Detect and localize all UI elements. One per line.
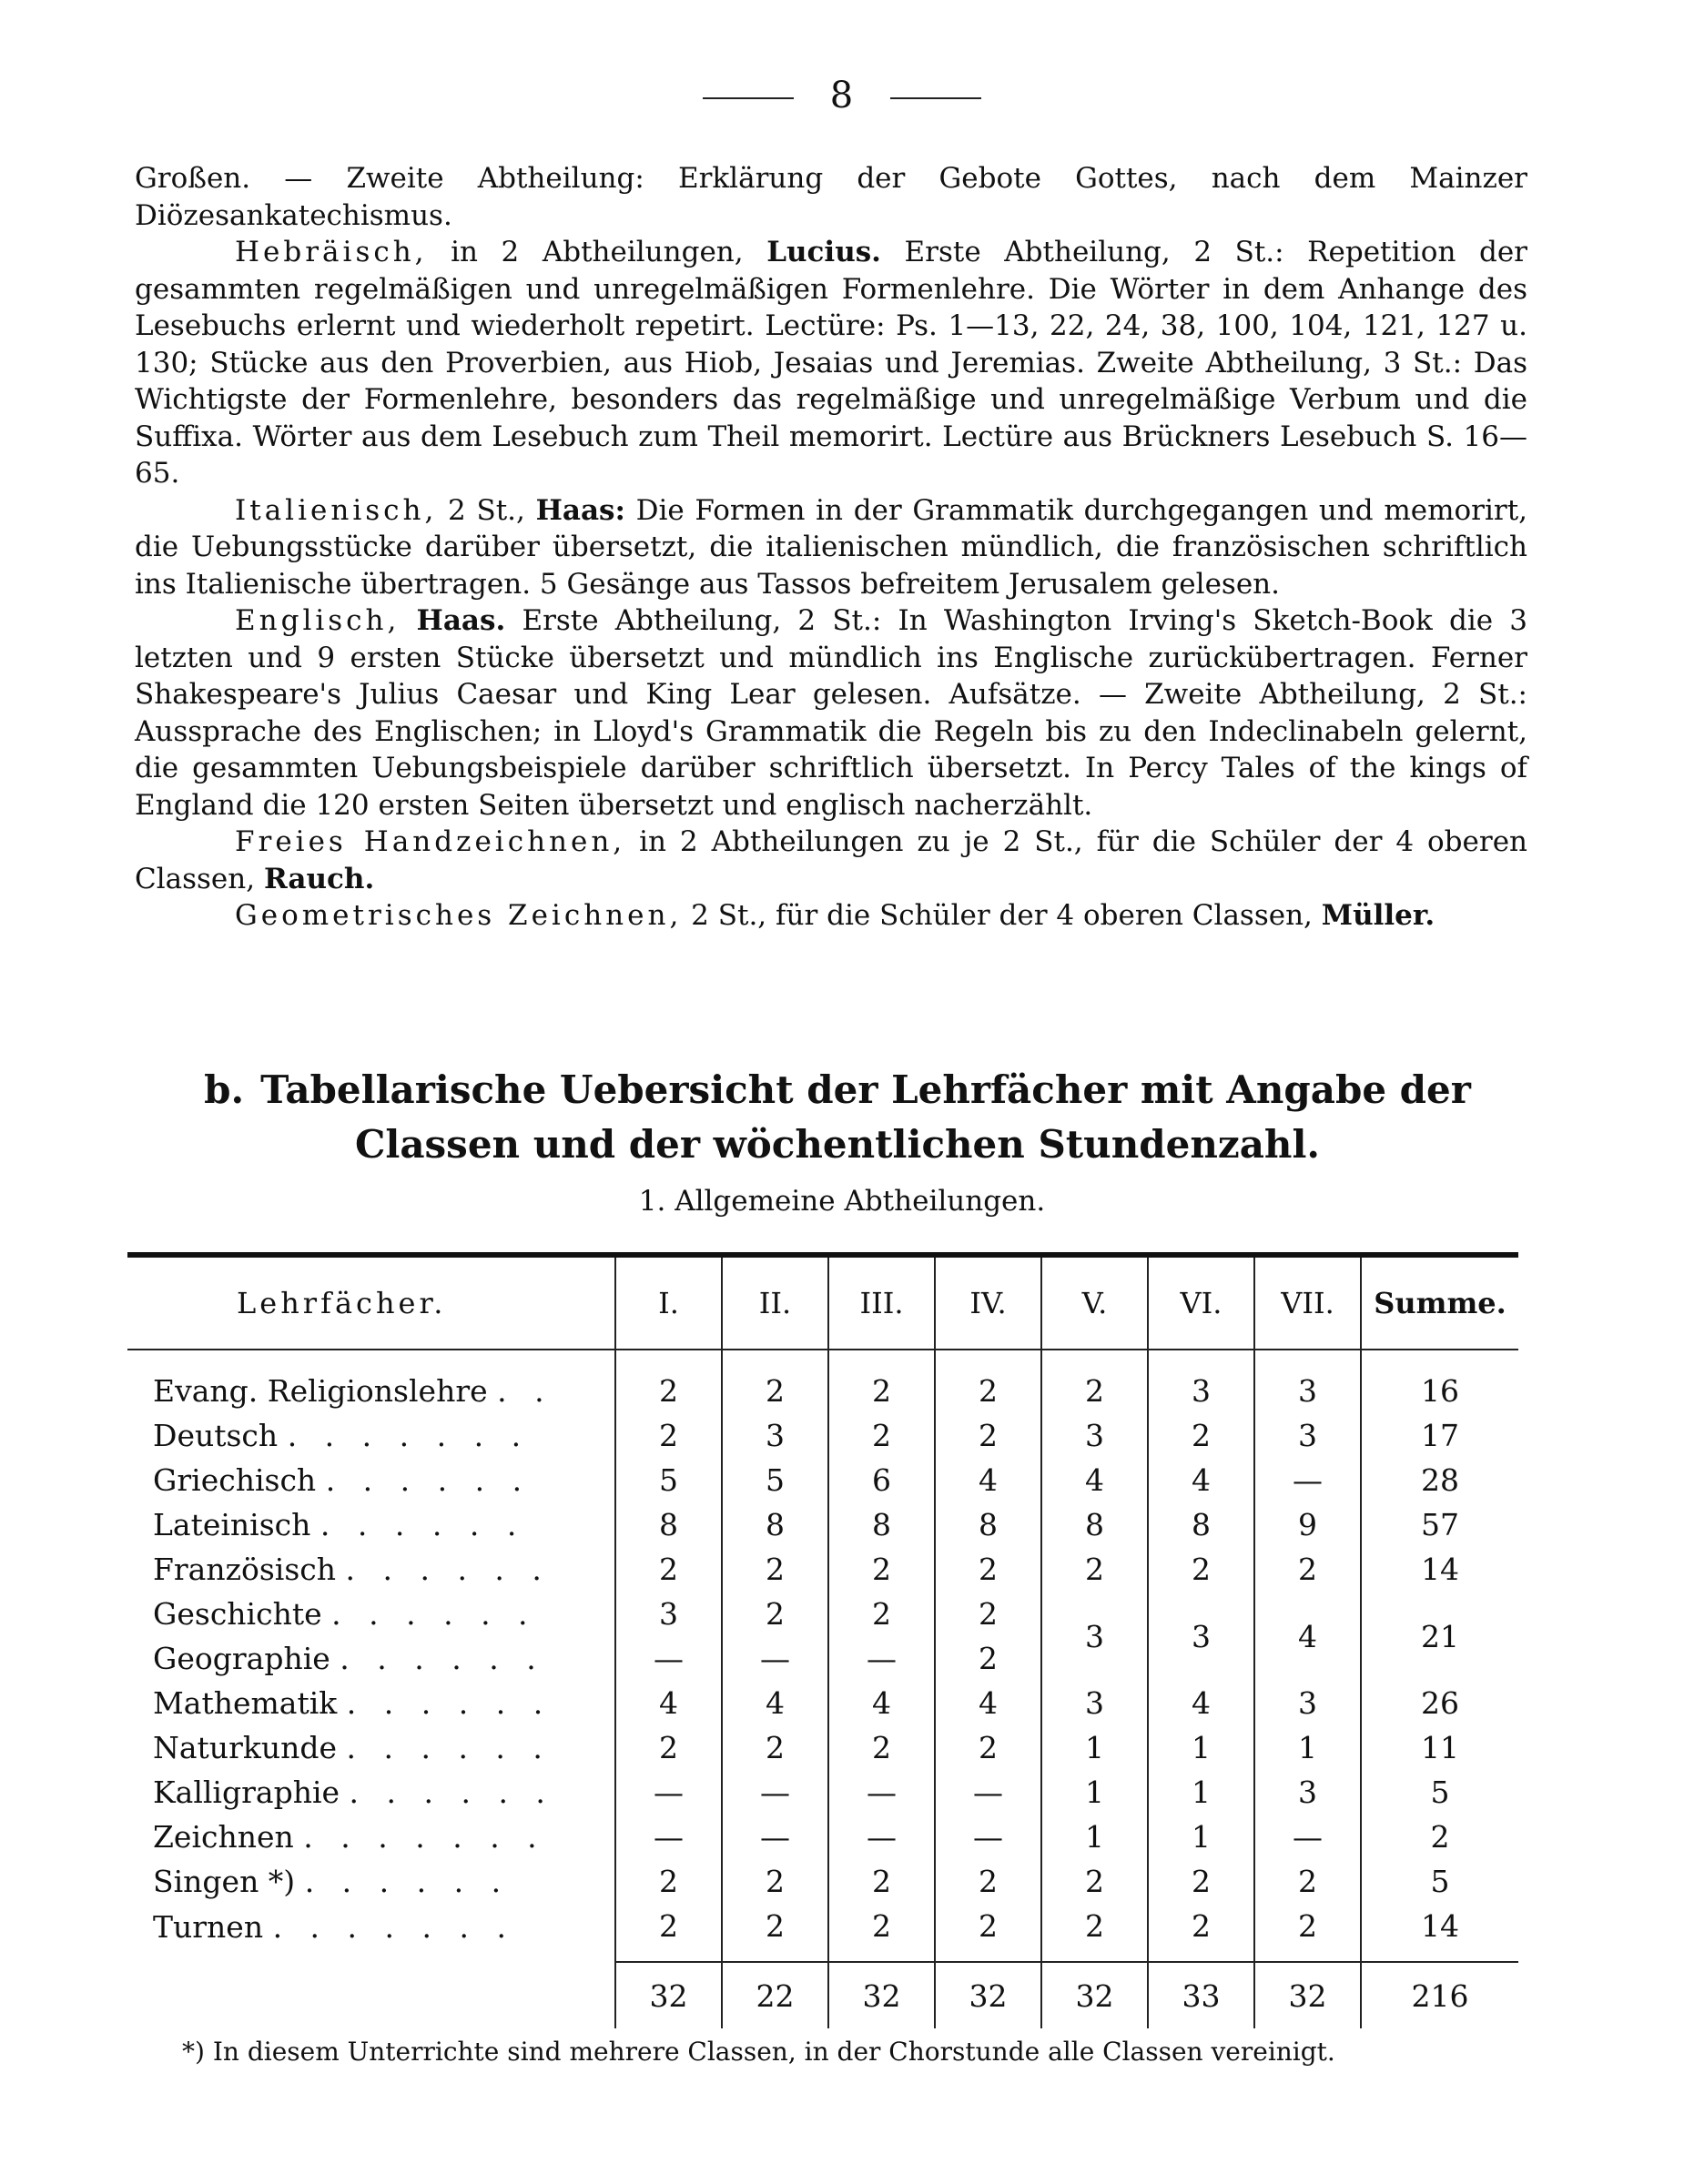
footnote: *) In diesem Unterrichte sind mehrere Classen, in der Chorstunde alle Classen vereinigt. [182, 2037, 1335, 2067]
table-row [127, 1350, 1518, 1413]
table-cell: 2 [1254, 1547, 1361, 1592]
section-label: b. [204, 1067, 245, 1112]
leader-dots: . . . . . . . [272, 1908, 515, 1945]
table-cell: — [935, 1815, 1041, 1859]
teacher-name: Lucius. [766, 236, 881, 268]
table-cell: — [1254, 1458, 1361, 1502]
table-cell: 2 [935, 1547, 1041, 1592]
table-header-row [127, 1255, 1518, 1350]
total-cell: 32 [1041, 1962, 1148, 2028]
table-cell: — [828, 1636, 935, 1681]
table-cell: 3 [1254, 1413, 1361, 1458]
table-cell: 4 [935, 1458, 1041, 1502]
table-cell: 4 [935, 1681, 1041, 1725]
table-caption: 1. Allgemeine Abtheilungen. [638, 1185, 1046, 1218]
table-cell: 2 [722, 1592, 828, 1636]
table-cell: 2 [615, 1859, 722, 1904]
sum-cell: 14 [1361, 1904, 1518, 1962]
column-header: V. [1041, 1255, 1148, 1350]
sum-cell: 17 [1361, 1413, 1518, 1458]
total-cell: 32 [1254, 1962, 1361, 2028]
sum-cell: 5 [1361, 1770, 1518, 1815]
table-cell: 3 [1041, 1681, 1148, 1725]
table-cell: 1 [1148, 1770, 1254, 1815]
table-cell: 3 [1254, 1770, 1361, 1815]
divider [890, 97, 981, 99]
sum-cell: 28 [1361, 1458, 1518, 1502]
divider [703, 97, 794, 99]
column-header-subject: Lehrfächer. [127, 1255, 615, 1350]
table-cell: 4 [615, 1681, 722, 1725]
leader-dots: . . . . . . . [287, 1418, 531, 1453]
table-cell: 1 [1041, 1815, 1148, 1859]
grand-total-cell: 216 [1361, 1962, 1518, 2028]
leader-dots: . . . . . . [346, 1685, 553, 1721]
table-cell: 4 [1148, 1458, 1254, 1502]
sum-cell: 2 [1361, 1815, 1518, 1859]
paragraph: Geometrisches Zeichnen, 2 St., für die Schüler der 4 oberen Classen, Müller. [235, 899, 1435, 932]
table-cell: 1 [1041, 1725, 1148, 1770]
table-cell: — [828, 1770, 935, 1815]
table-cell: — [935, 1770, 1041, 1815]
paragraph: Freies Handzeichnen, in 2 Abtheilungen zu je 2 St., für die Schüler der 4 oberen Classen, Rauch. [135, 825, 1528, 895]
table-cell: 2 [1041, 1904, 1148, 1962]
table-cell: — [1254, 1815, 1361, 1859]
table-row [127, 1681, 1518, 1725]
merged-cell: 3 [1148, 1592, 1254, 1681]
table-row [127, 1502, 1518, 1547]
sum-cell: 5 [1361, 1859, 1518, 1904]
leader-dots: . . . . . . [331, 1596, 537, 1632]
table-cell: 1 [1254, 1725, 1361, 1770]
table-cell: 1 [1148, 1815, 1254, 1859]
leader-dots: . . [497, 1373, 553, 1409]
table-cell: 2 [722, 1725, 828, 1770]
table-cell: 3 [1041, 1413, 1148, 1458]
subject-cell: Naturkunde . . . . . . [153, 1730, 552, 1765]
teacher-name: Haas. [416, 604, 506, 637]
leader-dots: . . . . . . [349, 1774, 554, 1810]
table-cell: 2 [1148, 1859, 1254, 1904]
paragraph: Hebräisch, in 2 Abtheilungen, Lucius. Erste Abtheilung, 2 St.: Repetition der gesammten regelmäßigen und unregelmäßigen Formenlehre. Die Wörter in dem Anhange des Lesebuchs erlernt und wiederholt repetirt. Lectüre: Ps. 1—13, 22, 24, 38, 100, 104, 121, 127 u. 130; Stücke aus den Proverbien, aus Hiob, Jesaias und Jeremias. Zweite Abtheilung, 3 St.: Das Wichtigste der Formenlehre, besonders das regelmäßige und unregelmäßige Verbum und die Suffixa. Wörter aus dem Lesebuch zum Theil memorirt. Lectüre aus Brückners Lesebuch S. 16—65. [135, 236, 1528, 490]
column-header: VII. [1254, 1255, 1361, 1350]
merged-cell: 4 [1254, 1592, 1361, 1681]
timetable-table [127, 1252, 1518, 2028]
leader-dots: . . . . . . [320, 1507, 526, 1542]
table-cell: 2 [1148, 1547, 1254, 1592]
table-row [127, 1547, 1518, 1592]
teacher-name: Rauch. [263, 862, 375, 895]
subject-cell: Französisch . . . . . . [153, 1552, 551, 1587]
table-cell: 2 [828, 1547, 935, 1592]
table-cell: 2 [1148, 1413, 1254, 1458]
table-cell: 6 [828, 1458, 935, 1502]
column-header: VI. [1148, 1255, 1254, 1350]
leader-dots: . . . . . . [325, 1462, 532, 1498]
table-cell: 3 [722, 1413, 828, 1458]
table-cell: 2 [1254, 1904, 1361, 1962]
table-cell: — [615, 1636, 722, 1681]
table-cell: 5 [722, 1458, 828, 1502]
subject-term: Geometrisches Zeichnen, [235, 899, 683, 932]
subject-cell: Mathematik . . . . . . [153, 1685, 553, 1721]
table-cell: 2 [828, 1904, 935, 1962]
total-cell: 22 [722, 1962, 828, 2028]
table-cell: 2 [935, 1904, 1041, 1962]
table-cell: 2 [935, 1725, 1041, 1770]
subject-cell: Evang. Religionslehre . . [153, 1373, 553, 1409]
empty-cell [127, 1962, 615, 2028]
column-header: III. [828, 1255, 935, 1350]
table-cell: 1 [1041, 1770, 1148, 1815]
paragraph: Englisch, Haas. Erste Abtheilung, 2 St.: In Washington Irving's Sketch-Book die 3 letzten und 9 ersten Stücke übersetzt und mündlich ins Englische zurückübertragen. Ferner Shakespeare's Julius Caesar und King Lear gelesen. Aufsätze. — Zweite Abtheilung, 2 St.: Aussprache des Englischen; in Lloyd's Grammatik die Regeln bis zu den Indeclinabeln gelernt, die gesammten Uebungsbeispiele darüber schriftlich übersetzt. In Percy Tales of the kings of England die 120 ersten Seiten übersetzt und englisch nacherzählt. [135, 604, 1528, 822]
leader-dots: . . . . . . [304, 1864, 511, 1899]
table-cell: 2 [722, 1859, 828, 1904]
table-cell: 8 [1041, 1502, 1148, 1547]
sum-cell: 57 [1361, 1502, 1518, 1547]
leader-dots: . . . . . . [345, 1552, 551, 1587]
table-cell: 8 [935, 1502, 1041, 1547]
table-row [127, 1859, 1518, 1904]
table-cell: — [722, 1770, 828, 1815]
table-cell: — [722, 1815, 828, 1859]
table-cell: 4 [722, 1681, 828, 1725]
table-row [127, 1904, 1518, 1962]
leader-dots: . . . . . . . [303, 1819, 546, 1855]
sum-cell: 14 [1361, 1547, 1518, 1592]
column-header: II. [722, 1255, 828, 1350]
table-cell: 2 [828, 1859, 935, 1904]
table-cell: 2 [615, 1725, 722, 1770]
teacher-name: Müller. [1321, 899, 1435, 932]
table-cell: 3 [1254, 1681, 1361, 1725]
table-row [127, 1770, 1518, 1815]
table-cell: 2 [935, 1350, 1041, 1413]
total-cell: 32 [828, 1962, 935, 2028]
subject-cell: Singen *) . . . . . . [153, 1864, 511, 1899]
table-cell: 2 [1041, 1350, 1148, 1413]
table-cell: 8 [615, 1502, 722, 1547]
table-cell: 2 [935, 1636, 1041, 1681]
subject-cell: Geographie . . . . . . [153, 1641, 545, 1676]
subject-cell: Kalligraphie . . . . . . [153, 1774, 554, 1810]
total-cell: 32 [615, 1962, 722, 2028]
table-cell: 2 [1148, 1904, 1254, 1962]
table-cell: 2 [828, 1725, 935, 1770]
subject-cell: Zeichnen . . . . . . . [153, 1819, 546, 1855]
page-number-line [0, 75, 1684, 116]
subject-term: Hebräisch, [235, 236, 428, 268]
table-cell: 3 [1148, 1350, 1254, 1413]
subject-cell: Deutsch . . . . . . . [153, 1418, 531, 1453]
paragraph: Großen. — Zweite Abtheilung: Erklärung der Gebote Gottes, nach dem Mainzer Diözesankatechismus. [135, 162, 1527, 232]
leader-dots: . . . . . . [340, 1641, 545, 1676]
table-cell: 2 [1041, 1547, 1148, 1592]
table-cell: 1 [1148, 1725, 1254, 1770]
table-cell: — [615, 1770, 722, 1815]
subject-cell: Griechisch . . . . . . [153, 1462, 532, 1498]
table-cell: 4 [1148, 1681, 1254, 1725]
table-cell: 4 [828, 1681, 935, 1725]
column-header-sum: Summe. [1361, 1255, 1518, 1350]
total-cell: 32 [935, 1962, 1041, 2028]
subject-cell: Geschichte . . . . . . [153, 1596, 537, 1632]
table-cell: 4 [1041, 1458, 1148, 1502]
table-row [127, 1725, 1518, 1770]
table-cell: — [615, 1815, 722, 1859]
table-cell: 2 [935, 1592, 1041, 1636]
table-cell: 2 [615, 1350, 722, 1413]
body-text [135, 160, 1527, 935]
total-cell: 33 [1148, 1962, 1254, 2028]
table-cell: 2 [722, 1350, 828, 1413]
table-cell: 8 [828, 1502, 935, 1547]
table-cell: 2 [935, 1859, 1041, 1904]
table-cell: 2 [615, 1547, 722, 1592]
section-title: Tabellarische Uebersicht der Lehrfächer mit Angabe der Classen und der wöchentlichen Stundenzahl. [260, 1067, 1471, 1167]
subject-cell: Turnen . . . . . . . [153, 1908, 515, 1945]
table-cell: 3 [615, 1592, 722, 1636]
subject-term: Italienisch, [235, 493, 438, 527]
teacher-name: Haas: [535, 493, 625, 527]
table-cell: — [828, 1815, 935, 1859]
subject-cell: Lateinisch . . . . . . [153, 1507, 526, 1542]
table-cell: 2 [828, 1592, 935, 1636]
leader-dots: . . . . . . [346, 1730, 552, 1765]
paragraph: Italienisch, 2 St., Haas: Die Formen in der Grammatik durchgegangen und memorirt, die Uebungsstücke darüber übersetzt, die italienischen mündlich, die französischen schriftlich ins Italienische übertragen. 5 Gesänge aus Tassos befreitem Jerusalem gelesen. [135, 493, 1528, 601]
table-cell: 2 [1041, 1859, 1148, 1904]
merged-sum-cell: 21 [1361, 1592, 1518, 1681]
table-cell: 2 [615, 1413, 722, 1458]
table-cell: 2 [1254, 1859, 1361, 1904]
table-row [127, 1815, 1518, 1859]
table-cell: 9 [1254, 1502, 1361, 1547]
column-header: I. [615, 1255, 722, 1350]
table-cell: — [722, 1636, 828, 1681]
table-cell: 2 [722, 1547, 828, 1592]
table-cell: 3 [1254, 1350, 1361, 1413]
table-cell: 2 [722, 1904, 828, 1962]
table-cell: 8 [1148, 1502, 1254, 1547]
table-cell: 5 [615, 1458, 722, 1502]
section-heading [155, 1063, 1520, 1172]
subject-term: Englisch, [235, 604, 401, 637]
page-number: 8 [829, 75, 855, 116]
table-row [127, 1413, 1518, 1458]
table-cell: 2 [615, 1904, 722, 1962]
subject-term: Freies Handzeichnen, [235, 825, 626, 858]
table-cell: 8 [722, 1502, 828, 1547]
table-row [127, 1592, 1518, 1636]
table-cell: 2 [828, 1413, 935, 1458]
column-header: IV. [935, 1255, 1041, 1350]
total-row [127, 1962, 1518, 2028]
sum-cell: 11 [1361, 1725, 1518, 1770]
sum-cell: 26 [1361, 1681, 1518, 1725]
table-cell: 2 [828, 1350, 935, 1413]
table-cell: 2 [935, 1413, 1041, 1458]
sum-cell: 16 [1361, 1350, 1518, 1413]
merged-cell: 3 [1041, 1592, 1148, 1681]
table-row [127, 1458, 1518, 1502]
